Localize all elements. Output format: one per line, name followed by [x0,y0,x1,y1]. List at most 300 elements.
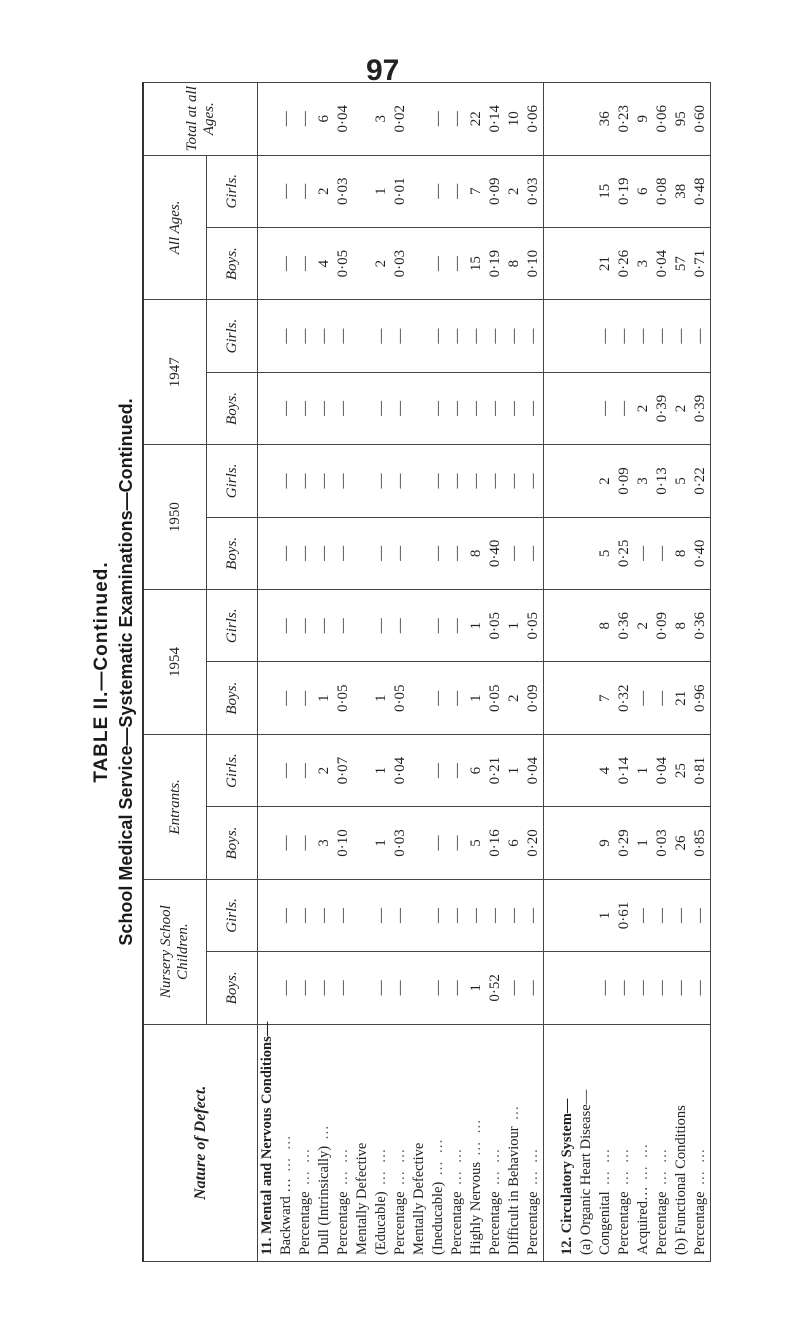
table-cell: — [653,300,672,372]
table-row [410,83,429,1262]
table-row [634,83,653,1262]
table-cell [577,590,596,662]
table-cell: 8 [467,517,486,589]
table-title: TABLE II.—Continued. [91,561,112,783]
table-cell: — [429,517,448,589]
table-cell: — [429,83,448,156]
table-cell: 8 [672,590,691,662]
table-cell: — [486,879,505,951]
row-label [353,1024,372,1261]
table-cell [258,300,278,372]
table-cell: 1 [505,734,524,806]
table-cell: 0·14 [615,734,634,806]
row-label [691,1024,711,1261]
table-cell: 0·01 [391,155,410,227]
row-label [334,1024,353,1261]
table-cell: — [653,952,672,1024]
table-cell: — [277,83,296,156]
table-cell: 15 [467,227,486,299]
table-cell: 2 [634,372,653,444]
table-cell: — [296,155,315,227]
table-cell: — [448,517,467,589]
table-row [653,83,672,1262]
table-cell: — [429,300,448,372]
table-cell: — [448,590,467,662]
row-label-text: (a) Organic Heart Disease— [578,1089,594,1255]
table-cell: 2 [505,155,524,227]
table-cell: 1 [634,734,653,806]
table-cell: — [653,517,672,589]
table-cell: — [391,445,410,517]
table-cell [544,807,559,879]
table-cell [544,83,559,156]
table-cell: 9 [634,83,653,156]
table-cell [353,445,372,517]
table-cell: — [315,879,334,951]
table-cell: — [296,372,315,444]
table-cell: 0·03 [391,807,410,879]
header-all-ages: All Ages. [143,155,207,300]
table-cell: 0·32 [615,662,634,734]
table-cell: — [448,300,467,372]
table-cell: 2 [505,662,524,734]
table-cell: 0·13 [653,445,672,517]
table-cell: 15 [596,155,615,227]
table-cell: — [448,372,467,444]
table-cell: — [277,300,296,372]
row-label-text: Congenital [597,1191,613,1255]
table-cell [353,155,372,227]
header-1950-boys: Boys. [207,517,258,589]
table-cell: 0·36 [615,590,634,662]
table-cell: 0·04 [524,734,544,806]
table-cell: 1 [372,734,391,806]
table-cell: 1 [634,807,653,879]
table-cell: — [634,300,653,372]
table-cell: 1 [505,590,524,662]
header-entrants: Entrants. [143,734,207,879]
table-cell: 0·03 [334,155,353,227]
table-cell: 3 [372,83,391,156]
table-cell [410,517,429,589]
table-cell: 0·04 [653,734,672,806]
leader-dots: … … [487,1146,503,1186]
table-row [577,83,596,1262]
row-label-text: Highly Nervous [468,1161,484,1255]
row-label-text: (Ineducable) [430,1181,446,1255]
table-cell: 1 [372,807,391,879]
table-cell [577,227,596,299]
row-label [315,1024,334,1261]
table-cell [353,517,372,589]
table-cell: — [296,517,315,589]
table-cell: — [277,879,296,951]
table-cell: — [334,372,353,444]
table-cell: 0·03 [524,155,544,227]
table-cell [577,517,596,589]
table-cell: — [334,952,353,1024]
table-cell: — [429,734,448,806]
leader-dots: … … [468,1117,484,1156]
table-cell [410,300,429,372]
row-label [558,1024,577,1261]
table-cell: 2 [672,372,691,444]
table-cell [258,517,278,589]
table-cell [544,155,559,227]
header-1947-boys: Boys. [207,372,258,444]
table-row [353,83,372,1262]
table-cell: 36 [596,83,615,156]
table-row [524,83,544,1262]
table-cell: — [596,952,615,1024]
table-cell: — [372,445,391,517]
table-cell [258,83,278,156]
row-label-text: 11. Mental and Nervous Conditions— [259,1021,275,1255]
table-cell [353,590,372,662]
table-cell: 0·40 [691,517,711,589]
table-cell [410,952,429,1024]
table-cell: 0·20 [524,807,544,879]
table-cell: — [296,227,315,299]
table-cell: — [315,300,334,372]
table-cell [544,590,559,662]
table-cell [577,445,596,517]
table-cell: 7 [596,662,615,734]
table-cell [410,83,429,156]
table-cell: 1 [372,662,391,734]
row-label-text: Percentage [525,1191,541,1255]
table-subtitle: School Medical Service—Systematic Examinations—Continued. [116,398,136,946]
table-cell: — [429,155,448,227]
table-cell: — [372,879,391,951]
table-cell: — [429,590,448,662]
header-1950: 1950 [143,445,207,590]
row-label-text: 12. Circulatory System— [559,1098,575,1255]
table-row [467,83,486,1262]
table-row [558,83,577,1262]
table-cell: 0·03 [391,227,410,299]
table-cell: 0·85 [691,807,711,879]
table-cell: — [448,662,467,734]
table-cell: — [448,445,467,517]
table-cell [577,662,596,734]
header-1947: 1947 [143,300,207,445]
row-label-text: Percentage [449,1191,465,1255]
table-cell [577,372,596,444]
table-cell: 0·04 [334,83,353,156]
table-cell: 0·19 [615,155,634,227]
table-cell: 0·60 [691,83,711,156]
table-cell [558,445,577,517]
table-cell [544,734,559,806]
table-cell: 0·07 [334,734,353,806]
row-label [372,1024,391,1261]
table-cell [410,227,429,299]
row-label-text: (Educable) [373,1191,389,1255]
table-cell: 0·09 [524,662,544,734]
row-label-text: Difficult in Behaviour [506,1126,522,1255]
table-cell: — [653,662,672,734]
table-cell [558,662,577,734]
table-cell: 1 [467,662,486,734]
table-cell: 0·09 [486,155,505,227]
header-all-ages-girls: Girls. [207,155,258,227]
table-cell: — [634,662,653,734]
row-label-text: Percentage [335,1191,351,1255]
header-1954-boys: Boys. [207,662,258,734]
table-cell: — [372,952,391,1024]
leader-dots: … … [654,1146,670,1186]
table-cell: — [691,300,711,372]
table-cell: 0·05 [334,227,353,299]
table-row [315,83,334,1262]
table-cell: — [334,879,353,951]
leader-dots: … … [430,1137,446,1176]
table-cell: — [315,372,334,444]
table-cell: 0·39 [691,372,711,444]
table-cell: — [448,734,467,806]
leader-dots: … … [278,1133,294,1173]
table-cell [258,952,278,1024]
row-label [596,1024,615,1261]
table-cell: 0·08 [653,155,672,227]
row-label-text: Mentally Defective [354,1142,370,1255]
page-number: 97 [366,54,400,87]
table-cell: 2 [634,590,653,662]
table-cell [258,372,278,444]
table-cell [353,952,372,1024]
table-cell: 0·05 [334,662,353,734]
table-cell: — [334,445,353,517]
table-cell: 3 [634,227,653,299]
table-cell: — [296,83,315,156]
row-label [467,1024,486,1261]
table-cell: 0·48 [691,155,711,227]
table-cell: — [634,952,653,1024]
table-cell: — [296,300,315,372]
header-nursery-girls: Girls. [207,879,258,951]
row-label-text: Percentage [616,1191,632,1255]
table-cell: 0·03 [653,807,672,879]
table-cell [558,83,577,156]
table-cell: 0·05 [486,590,505,662]
table-cell [544,952,559,1024]
table-cell [577,300,596,372]
table-cell: — [391,300,410,372]
leader-dots: … … [373,1146,389,1186]
table-cell: 6 [505,807,524,879]
table-cell: 1 [372,155,391,227]
leader-dots: … … [525,1146,541,1186]
table-cell: 21 [672,662,691,734]
row-label-text: Percentage [487,1191,503,1255]
table-cell [558,517,577,589]
table-cell: 2 [596,445,615,517]
table-cell: 57 [672,227,691,299]
table-cell [558,372,577,444]
table-cell: 0·26 [615,227,634,299]
table-cell: — [486,445,505,517]
table-cell: — [634,517,653,589]
table-cell: — [486,372,505,444]
table-cell [558,155,577,227]
table-cell [410,445,429,517]
table-cell: 8 [505,227,524,299]
leader-dots: … … [616,1146,632,1186]
row-label-text: (b) Functional Conditions [673,1105,689,1255]
header-nursery-boys: Boys. [207,952,258,1024]
leader-dots: … … [335,1146,351,1186]
table-cell: — [524,517,544,589]
table-cell: — [277,227,296,299]
header-total: Total at all Ages. [143,83,258,156]
table-cell: 0·40 [486,517,505,589]
row-label [429,1024,448,1261]
table-cell [558,590,577,662]
table-cell [558,227,577,299]
leader-dots: … [316,1123,332,1140]
table-cell: 0·52 [486,952,505,1024]
table-cell [353,662,372,734]
leader-dots: … … [635,1141,651,1181]
table-cell [353,807,372,879]
table-row [429,83,448,1262]
row-label-text: Acquired… [635,1186,651,1255]
defects-table [142,82,711,1262]
table-cell: — [429,227,448,299]
table-cell: 0·16 [486,807,505,879]
table-cell: — [448,807,467,879]
row-label [391,1024,410,1261]
table-cell [410,807,429,879]
table-cell: — [429,662,448,734]
table-cell [558,734,577,806]
table-cell: — [391,952,410,1024]
table-cell: — [296,879,315,951]
table-cell: 6 [634,155,653,227]
table-cell: — [296,590,315,662]
table-cell: 0·06 [524,83,544,156]
table-cell [353,372,372,444]
leader-dots: … … [297,1146,313,1186]
table-cell: — [467,372,486,444]
table-row [596,83,615,1262]
table-row [258,83,278,1262]
header-1947-girls: Girls. [207,300,258,372]
table-cell [544,517,559,589]
table-cell [258,590,278,662]
table-cell: 3 [634,445,653,517]
table-row [296,83,315,1262]
table-cell: — [429,445,448,517]
table-cell: — [391,590,410,662]
table-cell: 8 [596,590,615,662]
table-cell: — [429,372,448,444]
table-row [672,83,691,1262]
table-cell [558,879,577,951]
table-cell: — [277,952,296,1024]
table-cell: 0·29 [615,807,634,879]
table-cell: 1 [596,879,615,951]
leader-dots: … … [392,1146,408,1186]
table-cell: 4 [596,734,615,806]
table-cell [353,879,372,951]
table-cell [544,879,559,951]
table-row [448,83,467,1262]
table-cell: — [448,83,467,156]
table-cell: 0·06 [653,83,672,156]
table-cell [353,227,372,299]
table-cell: — [505,952,524,1024]
table-cell [258,807,278,879]
table-cell: — [277,662,296,734]
table-cell: 6 [467,734,486,806]
table-cell: — [467,300,486,372]
table-cell: — [296,445,315,517]
table-cell: — [372,517,391,589]
table-cell: 0·19 [486,227,505,299]
table-cell: — [596,372,615,444]
table-cell: 0·02 [391,83,410,156]
table-cell: 0·09 [615,445,634,517]
table-cell: 0·04 [653,227,672,299]
row-label [634,1024,653,1261]
leader-dots: … … [449,1146,465,1186]
table-cell: 5 [672,445,691,517]
table-cell: 0·05 [524,590,544,662]
row-label-text: Backward … [278,1178,294,1255]
row-label [448,1024,467,1261]
row-label-text: Mentally Defective [411,1142,427,1255]
table-cell: 0·21 [486,734,505,806]
table-cell: — [448,227,467,299]
table-cell: 0·04 [391,734,410,806]
leader-dots: … … [692,1146,708,1186]
table-cell [410,590,429,662]
table-cell: — [505,879,524,951]
header-entrants-boys: Boys. [207,807,258,879]
table-cell: — [277,807,296,879]
table-cell: 0·14 [486,83,505,156]
table-cell: — [372,590,391,662]
table-cell: — [296,807,315,879]
table-cell: — [391,517,410,589]
table-cell: — [448,952,467,1024]
table-cell [577,734,596,806]
table-cell: 1 [467,590,486,662]
table-cell: — [505,517,524,589]
table-cell: — [296,734,315,806]
table-cell: — [277,155,296,227]
table-cell: — [334,517,353,589]
table-cell: — [429,952,448,1024]
table-cell: — [596,300,615,372]
table-cell: 0·81 [691,734,711,806]
header-1954: 1954 [143,590,207,735]
table-row [486,83,505,1262]
table-cell [258,445,278,517]
table-cell: — [505,445,524,517]
table-cell [410,879,429,951]
table-cell: — [524,879,544,951]
row-label [524,1024,544,1261]
row-label [544,1024,559,1261]
table-cell: 0·23 [615,83,634,156]
row-label [615,1024,634,1261]
row-label [577,1024,596,1261]
table-cell: 1 [315,662,334,734]
row-label-text: Percentage [654,1191,670,1255]
